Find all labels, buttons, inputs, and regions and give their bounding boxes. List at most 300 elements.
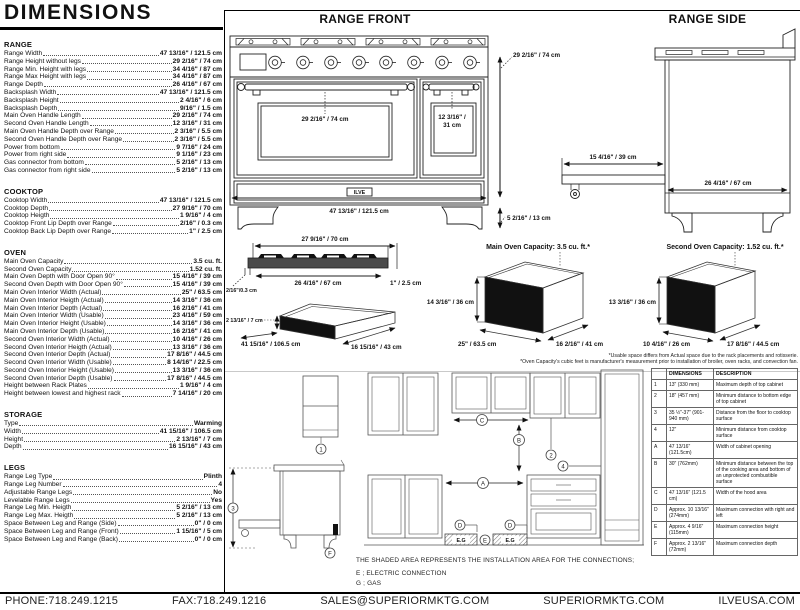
cooktop-profile-drawing (225, 232, 440, 296)
spec-value: 9 7/16" / 24 cm (176, 143, 222, 151)
front-width-dim: 47 13/16" / 121.5 cm (329, 208, 389, 215)
storage-height-dim: 2 13/16" / 7 cm (226, 318, 263, 324)
spec-label: Second Oven Depth with Door Open 90° (4, 281, 123, 289)
table-cell: Width of the hood area (714, 488, 798, 505)
dotted-leader (112, 233, 188, 234)
spec-value: 14 3/16" / 36 cm (172, 296, 222, 304)
dotted-leader (114, 380, 167, 381)
dotted-leader (19, 425, 193, 426)
spec-section-heading: STORAGE (4, 410, 43, 420)
dotted-leader (60, 102, 179, 103)
spec-row (4, 382, 222, 390)
spec-label: Space Between Leg and Range (Back) (4, 535, 118, 543)
side-depth-dim: 26 4/16" / 67 cm (704, 180, 752, 187)
top-border (224, 10, 800, 11)
footnotes (420, 353, 798, 366)
spec-value: 29 2/16" / 74 cm (172, 112, 222, 120)
second-oven-capacity-drawing (608, 238, 800, 350)
install-side-diagram (226, 372, 356, 564)
table-cell: Approx. 10 13/16" (274mm) (667, 505, 714, 522)
title-underline (0, 27, 223, 30)
spec-label: Range Leg Max. Heigth (4, 512, 74, 520)
spec-section-heading: COOKTOP (4, 186, 44, 196)
spec-row (4, 473, 222, 481)
dimensions-table-head (652, 369, 798, 380)
spec-value: 5 2/16" / 13 cm (176, 512, 222, 520)
dimensions-table (651, 368, 798, 556)
spec-row (4, 128, 222, 136)
spec-label: Range Leg Min. Heigth (4, 504, 72, 512)
cooktop-backlip-dim: 1" / 2.5 cm (390, 280, 422, 287)
spec-row (4, 151, 222, 159)
table-cell: 35 ½"-37" (901-940 mm) (667, 408, 714, 425)
table-cell: Minimum distance from cooktop surface (714, 425, 798, 442)
dotted-leader (23, 449, 168, 450)
spec-label: Backsplash Height (4, 96, 59, 104)
dotted-leader (122, 396, 172, 397)
spec-label: Second Oven Interior Depth (Usable) (4, 374, 113, 382)
spec-value: 3.5 cu. ft. (193, 257, 222, 265)
spec-value: 25" / 63.5 cm (181, 288, 222, 296)
spec-label: Height between lowest and highest rack (4, 390, 121, 398)
spec-row (4, 443, 222, 451)
cooktop-frontlip-dim: 2/16"/0.3 cm (226, 288, 257, 294)
cooktop-width-dim: 27 9/16" / 70 cm (301, 236, 349, 243)
table-cell: 3 (652, 408, 667, 425)
spec-row (4, 420, 222, 428)
table-header-cell: DESCRIPTION (714, 369, 798, 380)
table-cell: Approx. 4 9/16" (115mm) (667, 522, 714, 539)
table-cell: Width of cabinet opening (714, 442, 798, 459)
spec-value: 1 9/16" / 4 cm (180, 382, 222, 390)
spec-label: Range Max Height with legs (4, 73, 87, 81)
front-leg-dim: 5 2/16" / 13 cm (507, 215, 551, 222)
storage-depth-dim: 16 15/16" / 43 cm (351, 344, 402, 351)
marker-2: 2 (549, 453, 553, 460)
spec-value: 4 (218, 481, 222, 489)
spec-label: Power from right side (4, 151, 67, 159)
brand-logo: ILVE (353, 190, 366, 196)
dotted-leader (58, 110, 179, 111)
spec-row (4, 536, 222, 544)
spec-row (4, 205, 222, 213)
dotted-leader (90, 125, 172, 126)
spec-label: Second Oven Interior Width (Usable) (4, 359, 112, 367)
table-cell: 47 13/16" (121.5 cm) (667, 488, 714, 505)
front-height-dim: 29 2/16" / 74 cm (513, 52, 561, 59)
spec-label: Gas connector from right side (4, 166, 91, 174)
footnote-capacity: *Oven Capacity's cubic feet is manufacturer's measurement prior to installation of broiler, oven racks, and convection fan. (520, 359, 798, 366)
spec-row (4, 120, 222, 128)
dotted-leader (63, 486, 218, 487)
spec-value: 1" / 2.5 cm (189, 227, 222, 235)
spec-label: Second Oven Interior Width (Actual) (4, 335, 110, 343)
table-row (652, 459, 798, 488)
spec-value: 47 13/16" / 121.5 cm (159, 50, 222, 57)
spec-label: Range Depth (4, 81, 43, 89)
front-second-handle-dim: 12 3/16" / (438, 114, 466, 121)
spec-value: 2 3/16" / 5.5 cm (174, 135, 222, 143)
table-cell: Maximum connection height (714, 522, 798, 539)
storage-width-dim: 41 15/16" / 106.5 cm (241, 341, 301, 348)
footer-website: SUPERIORMKTG.COM (543, 595, 665, 607)
range-side-title: RANGE SIDE (668, 12, 747, 26)
spec-value: 16 2/16" / 41 cm (172, 327, 222, 335)
spec-value: Plinth (203, 473, 222, 481)
spec-label: Main Oven Interior Width (Actual) (4, 288, 102, 296)
table-row (652, 522, 798, 539)
dotted-leader (87, 71, 172, 72)
spec-row (4, 520, 222, 528)
table-row (652, 425, 798, 442)
dotted-leader (120, 533, 176, 534)
spec-value: 9/16" / 1.5 cm (180, 104, 222, 112)
table-cell: 12" (667, 425, 714, 442)
spec-row (4, 305, 222, 313)
spec-value: 13 3/16" / 36 cm (172, 343, 222, 351)
spec-value: 17 8/16" / 44.5 cm (167, 374, 222, 382)
spec-label: Cooktop Width (4, 196, 48, 204)
spec-row (4, 375, 222, 383)
spec-label: Second Oven Capacity (4, 265, 72, 273)
dimensions-table-body (652, 380, 798, 556)
install-front-diagram (356, 368, 648, 554)
dotted-leader (43, 55, 159, 56)
table-header-cell (652, 369, 667, 380)
footnote-usable: *Usable space differs from Actual space due to the rack placements and rotisserie. (608, 353, 798, 359)
dotted-leader (57, 94, 158, 95)
spec-row (4, 504, 222, 512)
main-oven-capacity-drawing (420, 238, 620, 350)
dotted-leader (67, 157, 175, 158)
table-cell: 1 (652, 380, 667, 391)
spec-value: 2 3/16" / 5.5 cm (174, 127, 222, 135)
spec-row (4, 344, 222, 352)
dotted-leader (113, 349, 172, 350)
table-cell: 2 (652, 391, 667, 408)
spec-label: Second Oven Interior Heigth (Actual) (4, 343, 112, 351)
dotted-leader (74, 518, 175, 519)
spec-label: Width (4, 427, 21, 435)
spec-label: Main Oven Interior Width (Usable) (4, 312, 104, 320)
footer-phone: PHONE:718.249.1215 (5, 595, 119, 607)
marker-3: 3 (231, 506, 235, 513)
spec-label: Adjustable Range Legs (4, 488, 73, 496)
spec-label: Main Oven Interior Height (Usable) (4, 320, 106, 328)
spec-label: Main Oven Interior Heigth (Actual) (4, 296, 104, 304)
spec-value: 9 1/16" / 23 cm (176, 151, 222, 159)
spec-label: Main Oven Handle Length (4, 112, 81, 120)
dotted-leader (53, 479, 202, 480)
marker-e: E (482, 538, 488, 545)
spec-value: 5 2/16" / 13 cm (176, 159, 222, 167)
second-oven-width-dim: 10 4/16" / 26 cm (643, 341, 691, 348)
dotted-leader (85, 164, 175, 165)
dotted-leader (105, 318, 172, 319)
spec-section-legs (4, 463, 222, 543)
footer-divider (0, 592, 800, 594)
table-cell: A (652, 442, 667, 459)
spec-row (4, 220, 222, 228)
install-note: THE SHADED AREA REPRESENTS THE INSTALLATION AREA FOR THE CONNECTIONS; (356, 557, 635, 564)
spec-value: 8 14/16" / 22.5 cm (167, 359, 222, 367)
spec-row (4, 489, 222, 497)
table-row (652, 488, 798, 505)
spec-label: Main Oven Capacity (4, 257, 64, 265)
table-cell: Maximum connection with right and left (714, 505, 798, 522)
spec-row (4, 512, 222, 520)
dotted-leader (64, 263, 192, 264)
spec-row (4, 312, 222, 320)
marker-4: 4 (561, 464, 565, 471)
spec-label: Height between Rack Plates (4, 382, 87, 390)
spec-label: Cooktop Heigth (4, 212, 50, 220)
spec-row (4, 328, 222, 336)
dotted-leader (119, 541, 194, 542)
main-oven-depth-dim: 16 2/16" / 41 cm (556, 341, 604, 348)
main-oven-capacity-title: Main Oven Capacity: 3.5 cu. ft.* (486, 244, 590, 251)
install-dimensions-table (651, 368, 798, 556)
spec-value: 17 8/16" / 44.5 cm (167, 351, 222, 359)
table-cell: 13" (330 mm) (667, 380, 714, 391)
spec-label: Space Between Leg and Range (Front) (4, 527, 119, 535)
spec-label: Second Oven Handle Length (4, 120, 89, 128)
dotted-leader (72, 510, 175, 511)
dotted-leader (113, 225, 179, 226)
spec-panel (4, 40, 222, 555)
spec-section-heading: LEGS (4, 463, 26, 473)
spec-row (4, 359, 222, 367)
second-oven-depth-dim: 17 8/16" / 44.5 cm (727, 341, 780, 348)
spec-row (4, 58, 222, 66)
spec-label: Range Leg Type (4, 473, 53, 481)
table-header-row (652, 369, 798, 380)
main-oven-width-dim: 25" / 63.5 cm (458, 341, 497, 348)
range-front-title: RANGE FRONT (319, 12, 411, 26)
spec-value: 34 4/16" / 87 cm (172, 73, 222, 81)
spec-row (4, 136, 222, 144)
spec-value: Yes (210, 496, 222, 504)
marker-c: C (479, 418, 485, 425)
spec-value: 29 2/16" / 74 cm (172, 57, 222, 65)
dotted-leader (105, 333, 171, 334)
spec-value: 47 13/16" / 121.5 cm (159, 88, 222, 96)
table-cell: Distance from the floor to cooktop surface (714, 408, 798, 425)
marker-f: F (328, 551, 332, 558)
spec-row (4, 73, 222, 81)
spec-row (4, 167, 222, 175)
dotted-leader (111, 357, 166, 358)
dotted-leader (115, 133, 174, 134)
table-row (652, 505, 798, 522)
legend-gas: G ; GAS (356, 580, 382, 587)
spec-row (4, 367, 222, 375)
dotted-leader (113, 364, 166, 365)
spec-label: Power from bottom (4, 143, 60, 151)
spec-label: Backsplash Depth (4, 104, 58, 112)
spec-row (4, 197, 222, 205)
dotted-leader (107, 325, 172, 326)
second-oven-capacity-title: Second Oven Capacity: 1.52 cu. ft.* (666, 244, 784, 251)
spec-label: Main Oven Interior Depth (Usable) (4, 327, 105, 335)
table-cell: Minimum distance to bottom edge of top cabinet (714, 391, 798, 408)
table-cell: 4 (652, 425, 667, 442)
spec-value: 1.52 cu. ft. (189, 265, 222, 273)
table-cell: F (652, 539, 667, 556)
spec-value: 13 3/16" / 36 cm (172, 366, 222, 374)
spec-row (4, 528, 222, 536)
spec-row (4, 273, 222, 281)
range-side-drawing (556, 26, 798, 238)
marker-d-right: D (507, 523, 513, 530)
table-cell: B (652, 459, 667, 488)
dotted-leader (116, 279, 172, 280)
spec-value: 16 2/16" / 41 cm (172, 304, 222, 312)
spec-value: 27 9/16" / 70 cm (172, 204, 222, 212)
spec-row (4, 428, 222, 436)
dotted-leader (82, 63, 172, 64)
table-cell: C (652, 488, 667, 505)
spec-label: Space Between Leg and Range (Side) (4, 520, 117, 528)
spec-value: 34 4/16" / 87 cm (172, 65, 222, 73)
spec-label: Second Oven Handle Depth over Range (4, 135, 123, 143)
spec-value: 15 4/16" / 39 cm (172, 281, 222, 289)
dotted-leader (82, 118, 172, 119)
dotted-leader (72, 271, 188, 272)
dotted-leader (71, 502, 210, 503)
spec-value: 15 4/16" / 39 cm (172, 273, 222, 281)
spec-label: Type (4, 420, 19, 428)
spec-value: 14 3/16" / 36 cm (172, 320, 222, 328)
spec-row (4, 81, 222, 89)
table-cell: Minimum distance between the top of the cooking area and bottom of an unprotected combustible surface (714, 459, 798, 488)
spec-value: 47 13/16" / 121.5 cm (159, 196, 222, 204)
spec-label: Range Width (4, 50, 43, 57)
spec-row (4, 97, 222, 105)
shaded-zone-label-right: E.G (505, 538, 515, 544)
dotted-leader (111, 341, 172, 342)
spec-label: Main Oven Depth with Door Open 90° (4, 273, 115, 281)
spec-row (4, 258, 222, 266)
spec-row (4, 159, 222, 167)
spec-label: Second Oven Interior Height (Usable) (4, 366, 114, 374)
dotted-leader (22, 433, 159, 434)
spec-value: 23 4/16" / 59 cm (172, 312, 222, 320)
spec-label: Height (4, 435, 24, 443)
spec-label: Cooktop Back Lip Depth over Range (4, 227, 112, 235)
spec-row (4, 320, 222, 328)
spec-label: Range Leg Number (4, 481, 62, 489)
dotted-leader (115, 372, 172, 373)
second-oven-height-dim: 13 3/16" / 36 cm (608, 299, 656, 306)
spec-row (4, 89, 222, 97)
spec-row (4, 390, 222, 398)
spec-value: 2/16" / 0.3 cm (180, 220, 222, 228)
spec-row (4, 481, 222, 489)
footer-brand-site: ILVEUSA.COM (718, 595, 795, 607)
footer-fax: FAX:718.249.1216 (172, 595, 267, 607)
table-cell: Approx. 2 13/16" (72mm) (667, 539, 714, 556)
spec-value: 0" / 0 cm (194, 535, 222, 543)
spec-row (4, 436, 222, 444)
dotted-leader (61, 149, 176, 150)
spec-value: 2 13/16" / 7 cm (176, 435, 222, 443)
dotted-leader (24, 441, 175, 442)
dotted-leader (123, 141, 173, 142)
spec-row (4, 497, 222, 505)
dotted-leader (118, 525, 194, 526)
spec-label: Depth (4, 443, 22, 451)
marker-a: A (480, 481, 486, 488)
table-cell: 47 13/16" (121.5cm) (667, 442, 714, 459)
spec-value: Warming (194, 420, 222, 428)
table-cell: E (652, 522, 667, 539)
spec-row (4, 212, 222, 220)
table-row (652, 442, 798, 459)
spec-row (4, 50, 222, 58)
storage-drawer-drawing (225, 297, 415, 352)
shaded-zone-label-left: E.G (456, 538, 466, 544)
spec-row (4, 66, 222, 74)
table-cell: 18" (457 mm) (667, 391, 714, 408)
dotted-leader (48, 202, 159, 203)
marker-d-left: D (457, 523, 463, 530)
table-cell: Maximum depth of top cabinet (714, 380, 798, 391)
footer-email: SALES@SUPERIORMKTG.COM (320, 595, 490, 607)
spec-label: Range Height without legs (4, 57, 81, 65)
table-row (652, 380, 798, 391)
spec-label: Gas connector from bottom (4, 159, 84, 167)
footer (0, 595, 800, 607)
spec-row (4, 105, 222, 113)
table-cell: D (652, 505, 667, 522)
page-title: DIMENSIONS (4, 1, 153, 24)
table-cell: Maximum connection depth (714, 539, 798, 556)
spec-value: 26 4/16" / 67 cm (172, 81, 222, 89)
spec-label: Range Min. Height with legs (4, 65, 87, 73)
spec-section-range (4, 40, 222, 175)
spec-section-heading: OVEN (4, 247, 27, 257)
front-second-handle-dim2: 31 cm (443, 122, 461, 129)
legend-electric: E ; ELECTRIC CONNECTION (356, 570, 447, 577)
spec-value: 1 15/16" / 5 cm (176, 527, 222, 535)
spec-section-heading: RANGE (4, 40, 33, 49)
spec-value: 7 14/16" / 20 cm (172, 390, 222, 398)
marker-1: 1 (319, 447, 323, 454)
dotted-leader (102, 294, 180, 295)
spec-row (4, 228, 222, 236)
spec-value: 12 3/16" / 31 cm (172, 120, 222, 128)
spec-value: 16 15/16" / 43 cm (169, 443, 222, 451)
spec-label: Cooktop Front Lip Depth over Range (4, 220, 112, 228)
spec-value: No (213, 488, 222, 496)
spec-section-cooktop (4, 187, 222, 236)
spec-value: 0" / 0 cm (194, 520, 222, 528)
dotted-leader (105, 302, 172, 303)
spec-row (4, 336, 222, 344)
spec-value: 5 2/16" / 13 cm (176, 504, 222, 512)
side-door-depth-dim: 15 4/16" / 39 cm (589, 154, 637, 161)
dotted-leader (92, 172, 176, 173)
spec-label: Levelable Range Legs (4, 496, 70, 504)
dotted-leader (88, 388, 179, 389)
spec-value: 2 4/16" / 6 cm (180, 96, 222, 104)
spec-value: 5 2/16" / 13 cm (176, 166, 222, 174)
spec-section-oven (4, 248, 222, 398)
spec-row (4, 281, 222, 289)
dotted-leader (124, 286, 172, 287)
spec-value: 1 9/16" / 4 cm (180, 212, 222, 220)
